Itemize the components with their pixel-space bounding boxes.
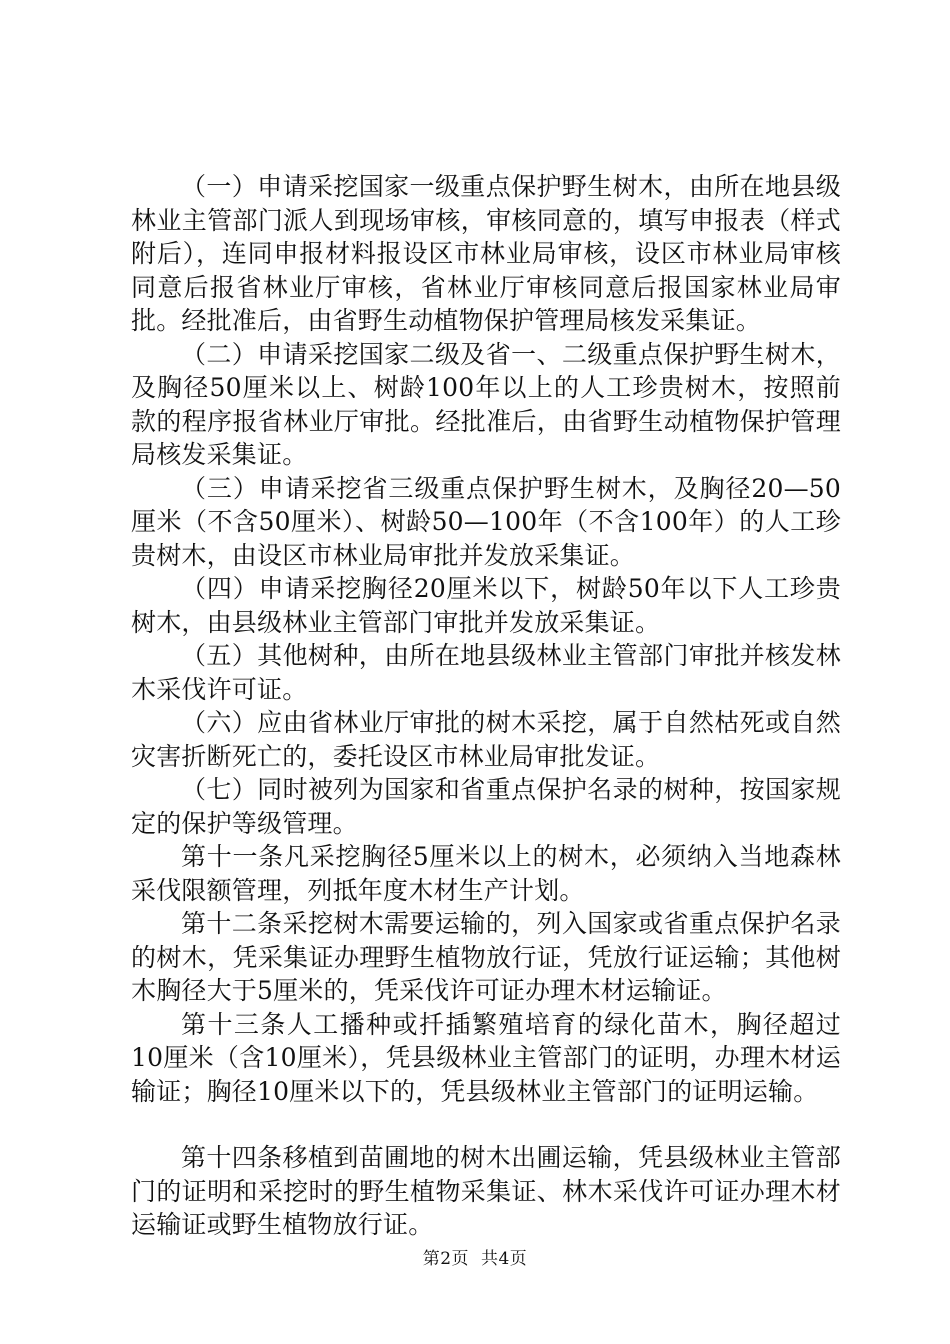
page-number: 第2页 xyxy=(422,1249,470,1269)
article-13-paragraph: 第十三条人工播种或扦插繁殖培育的绿化苗木，胸径超过10厘米（含10厘米），凭县级林业主管部门的证明，办理木材运输证；胸径10厘米以下的，凭县级林业主管部门的证明运输。 xyxy=(131,1009,841,1106)
paragraph-item-1: （一）申请采挖国家一级重点保护野生树木，由所在地县级林业主管部门派人到现场审核，审核同意的，填写申报表（样式附后），连同申报材料报设区市林业局审核，设区市林业局审核同意后报省林业厅审核，省林业厅审核同意后报国家林业局审批。经批准后，由省野生动植物保护管理局核发采集证。 xyxy=(131,172,841,335)
paragraph-item-2: （二）申请采挖国家二级及省一、二级重点保护野生树木，及胸径50厘米以上、树龄100年以上的人工珍贵树木，按照前款的程序报省林业厅审批。经批准后，由省野生动植物保护管理局核发采集证。 xyxy=(131,339,841,469)
paragraph-item-5: （五）其他树种，由所在地县级林业主管部门审批并核发林木采伐许可证。 xyxy=(131,641,841,704)
article-11-paragraph: 第十一条凡采挖胸径5厘米以上的树木，必须纳入当地森林采伐限额管理，列抵年度木材生产计划。 xyxy=(131,842,841,905)
page-total: 共4页 xyxy=(480,1249,528,1269)
page-footer xyxy=(0,1244,950,1269)
article-12-paragraph: 第十二条采挖树木需要运输的，列入国家或省重点保护名录的树木，凭采集证办理野生植物放行证，凭放行证运输；其他树木胸径大于5厘米的，凭采伐许可证办理木材运输证。 xyxy=(131,909,841,1005)
paragraph-item-7: （七）同时被列为国家和省重点保护名录的树种，按国家规定的保护等级管理。 xyxy=(131,775,841,838)
paragraph-item-3: （三）申请采挖省三级重点保护野生树木，及胸径20—50厘米（不含50厘米）、树龄50—100年（不含100年）的人工珍贵树木，由设区市林业局审批并发放采集证。 xyxy=(131,473,841,570)
article-14-paragraph: 第十四条移植到苗圃地的树木出圃运输，凭县级林业主管部门的证明和采挖时的野生植物采集证、林木采伐许可证办理木材运输证或野生植物放行证。 xyxy=(131,1143,841,1239)
document-body xyxy=(131,170,841,1242)
paragraph-item-6: （六）应由省林业厅审批的树木采挖，属于自然枯死或自然灾害折断死亡的，委托设区市林业局审批发证。 xyxy=(131,708,841,771)
paragraph-item-4: （四）申请采挖胸径20厘米以下，树龄50年以下人工珍贵树木，由县级林业主管部门审批并发放采集证。 xyxy=(131,574,841,637)
